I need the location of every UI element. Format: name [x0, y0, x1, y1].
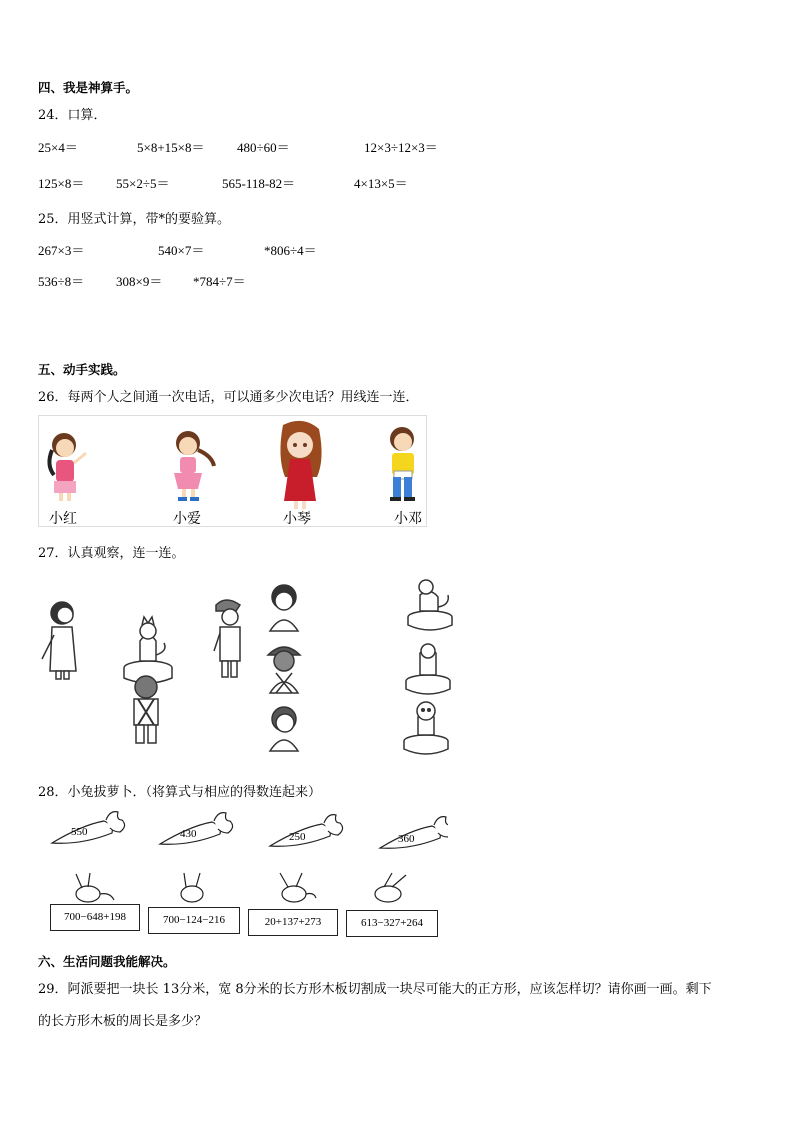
q24-expr: 5×8+15×8＝: [137, 140, 205, 155]
expression-box[interactable]: [50, 904, 140, 931]
rabbit-icon: [181, 873, 203, 902]
question-29-line-2: 的长方形木板的周长是多少？: [38, 1014, 208, 1029]
carrot-number: 550: [71, 826, 88, 838]
q25-expr: *806÷4＝: [264, 243, 317, 258]
q27-observation-figure: [36, 575, 456, 765]
section-6-heading: 六、生活问题我能解决。: [38, 954, 176, 969]
expression-text: 700−124−216: [163, 914, 225, 926]
expression-text: 700−648+198: [64, 911, 126, 923]
girl-side-view-icon: [42, 602, 76, 679]
question-26-title: 26．每两个人之间通一次电话，可以通多少次电话？用线连一连．: [38, 390, 419, 405]
cat-front-pedestal-icon: [404, 702, 448, 754]
expression-text: 613−327+264: [361, 917, 423, 929]
question-25-title: 25．用竖式计算，带*的要验算。: [38, 212, 231, 227]
carrot-number: 360: [398, 833, 415, 845]
question-24-title: 24．口算．: [38, 108, 107, 123]
boy-back-view-icon: [134, 676, 158, 743]
q24-expr: 25×4＝: [38, 140, 78, 155]
cat-back-pedestal-icon: [406, 644, 450, 694]
boy-side-view-icon: [214, 600, 240, 677]
child-name-label: 小爱: [173, 511, 201, 527]
question-28-title: 28．小兔拔萝卜．（将算式与相应的得数连起来）: [38, 785, 322, 800]
q28-rabbits-figure: [48, 870, 448, 906]
carrot-number: 250: [289, 831, 306, 843]
q24-expr: 125×8＝: [38, 176, 85, 191]
carrot-icon: [270, 815, 343, 847]
child-name-label: 小琴: [283, 511, 311, 527]
boy-front-head-icon: [270, 707, 298, 751]
carrot-number: 430: [180, 828, 197, 840]
q24-expr: 55×2÷5＝: [116, 176, 170, 191]
expression-text: 20+137+273: [264, 916, 322, 928]
rabbit-icon: [375, 873, 406, 902]
q24-expr: 4×13×5＝: [354, 176, 408, 191]
expression-box[interactable]: [346, 910, 438, 937]
expression-box[interactable]: [148, 907, 240, 934]
q24-expr: 565-118-82＝: [222, 176, 296, 191]
q25-expr: 536÷8＝: [38, 274, 85, 289]
q24-expr: 480÷60＝: [237, 140, 290, 155]
cat-on-pedestal-icon: [124, 617, 172, 683]
question-27-title: 27．认真观察，连一连。: [38, 546, 185, 561]
q25-expr: 308×9＝: [116, 274, 163, 289]
rabbit-icon: [280, 873, 316, 902]
question-29-line-1: 29．阿派要把一块长 13分米，宽 8分米的长方形木板切割成一块尽可能大的正方形，应该怎样切？请你画一画。剩下: [38, 982, 712, 997]
section-5-heading: 五、动手实践。: [38, 362, 126, 377]
q25-expr: 540×7＝: [158, 243, 205, 258]
carrot-icon: [52, 812, 125, 844]
child-name-label: 小红: [49, 511, 77, 527]
rabbit-icon: [76, 873, 114, 902]
cat-side-pedestal-icon: [408, 580, 452, 630]
girl-front-head-icon: [270, 585, 298, 631]
q25-expr: *784÷7＝: [193, 274, 246, 289]
section-4-heading: 四、我是神算手。: [38, 80, 139, 95]
child-name-label: 小邓: [394, 511, 422, 527]
q28-carrots-figure: [48, 808, 448, 858]
q25-expr: 267×3＝: [38, 243, 85, 258]
q26-children-figure: [38, 415, 428, 527]
boy-back-head-icon: [268, 647, 300, 693]
q24-expr: 12×3÷12×3＝: [364, 140, 438, 155]
expression-box[interactable]: [248, 909, 338, 936]
